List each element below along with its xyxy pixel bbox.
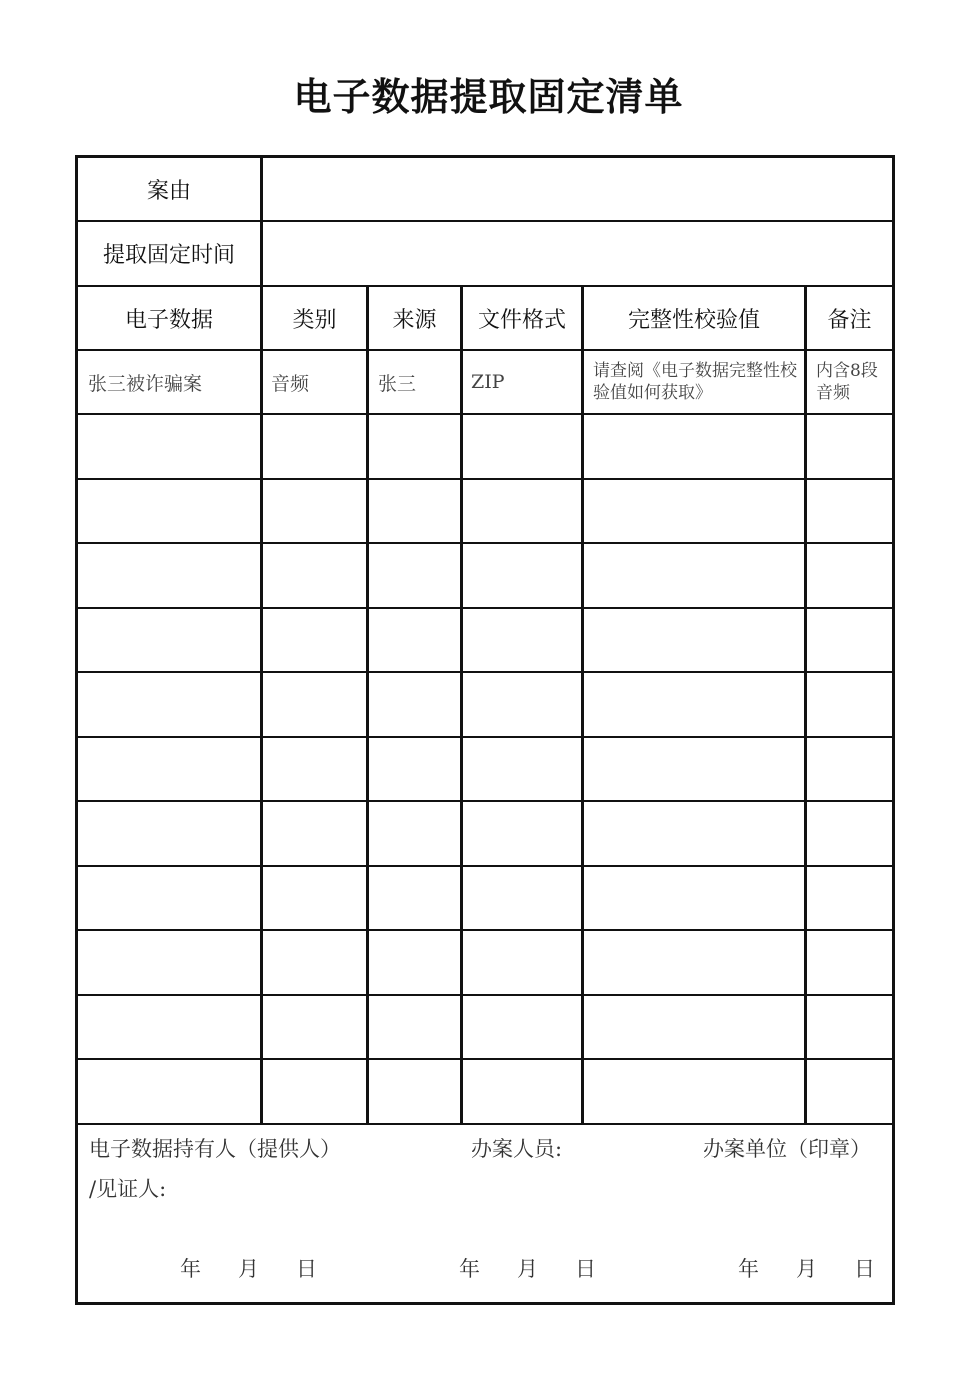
case-reason-label: 案由 xyxy=(146,178,191,204)
column-header: 文件格式 xyxy=(477,307,566,333)
divider xyxy=(78,542,892,544)
table-cell: 请查阅《电子数据完整性校验值如何获取》 xyxy=(593,361,797,403)
divider xyxy=(78,736,892,738)
column-header: 类别 xyxy=(292,307,337,333)
case-reason-field[interactable] xyxy=(263,158,892,220)
divider xyxy=(78,865,892,867)
column-header: 电子数据 xyxy=(124,307,213,333)
divider xyxy=(460,285,463,1123)
holder-label: 电子数据持有人（提供人） xyxy=(89,1137,341,1161)
month-label: 月 xyxy=(238,1257,259,1281)
divider xyxy=(78,1058,892,1060)
officer-label: 办案人员: xyxy=(471,1137,563,1161)
year-label: 年 xyxy=(738,1257,759,1281)
day-label: 日 xyxy=(575,1257,596,1281)
divider xyxy=(78,994,892,996)
day-label: 日 xyxy=(854,1257,875,1281)
divider xyxy=(78,671,892,673)
table-cell: 张三 xyxy=(378,372,417,395)
month-label: 月 xyxy=(517,1257,538,1281)
officer-date xyxy=(459,1253,596,1283)
divider xyxy=(78,413,892,415)
extract-time-label: 提取固定时间 xyxy=(102,243,235,268)
divider xyxy=(366,285,369,1123)
divider xyxy=(78,800,892,802)
month-label: 月 xyxy=(796,1257,817,1281)
table-cell: ZIP xyxy=(471,371,505,393)
column-header: 完整性校验值 xyxy=(627,307,760,333)
page-title: 电子数据提取固定清单 xyxy=(293,75,684,119)
day-label: 日 xyxy=(296,1257,317,1281)
divider xyxy=(581,285,584,1123)
divider xyxy=(78,1123,892,1125)
table-cell: 张三被诈骗案 xyxy=(88,372,203,395)
divider xyxy=(78,478,892,480)
holder-date xyxy=(180,1253,317,1283)
divider xyxy=(78,607,892,609)
unit-date xyxy=(738,1253,875,1283)
divider xyxy=(804,285,807,1123)
table-cell: 音频 xyxy=(271,372,310,395)
column-header: 来源 xyxy=(392,307,437,333)
year-label: 年 xyxy=(459,1257,480,1281)
unit-label: 办案单位（印章） xyxy=(703,1137,871,1161)
column-header: 备注 xyxy=(827,307,872,333)
table-cell: 内含8段音频 xyxy=(816,361,878,403)
extract-time-field[interactable] xyxy=(263,222,892,285)
year-label: 年 xyxy=(180,1257,201,1281)
extraction-form xyxy=(75,155,895,1305)
witness-label: /见证人: xyxy=(89,1177,167,1201)
divider xyxy=(78,929,892,931)
